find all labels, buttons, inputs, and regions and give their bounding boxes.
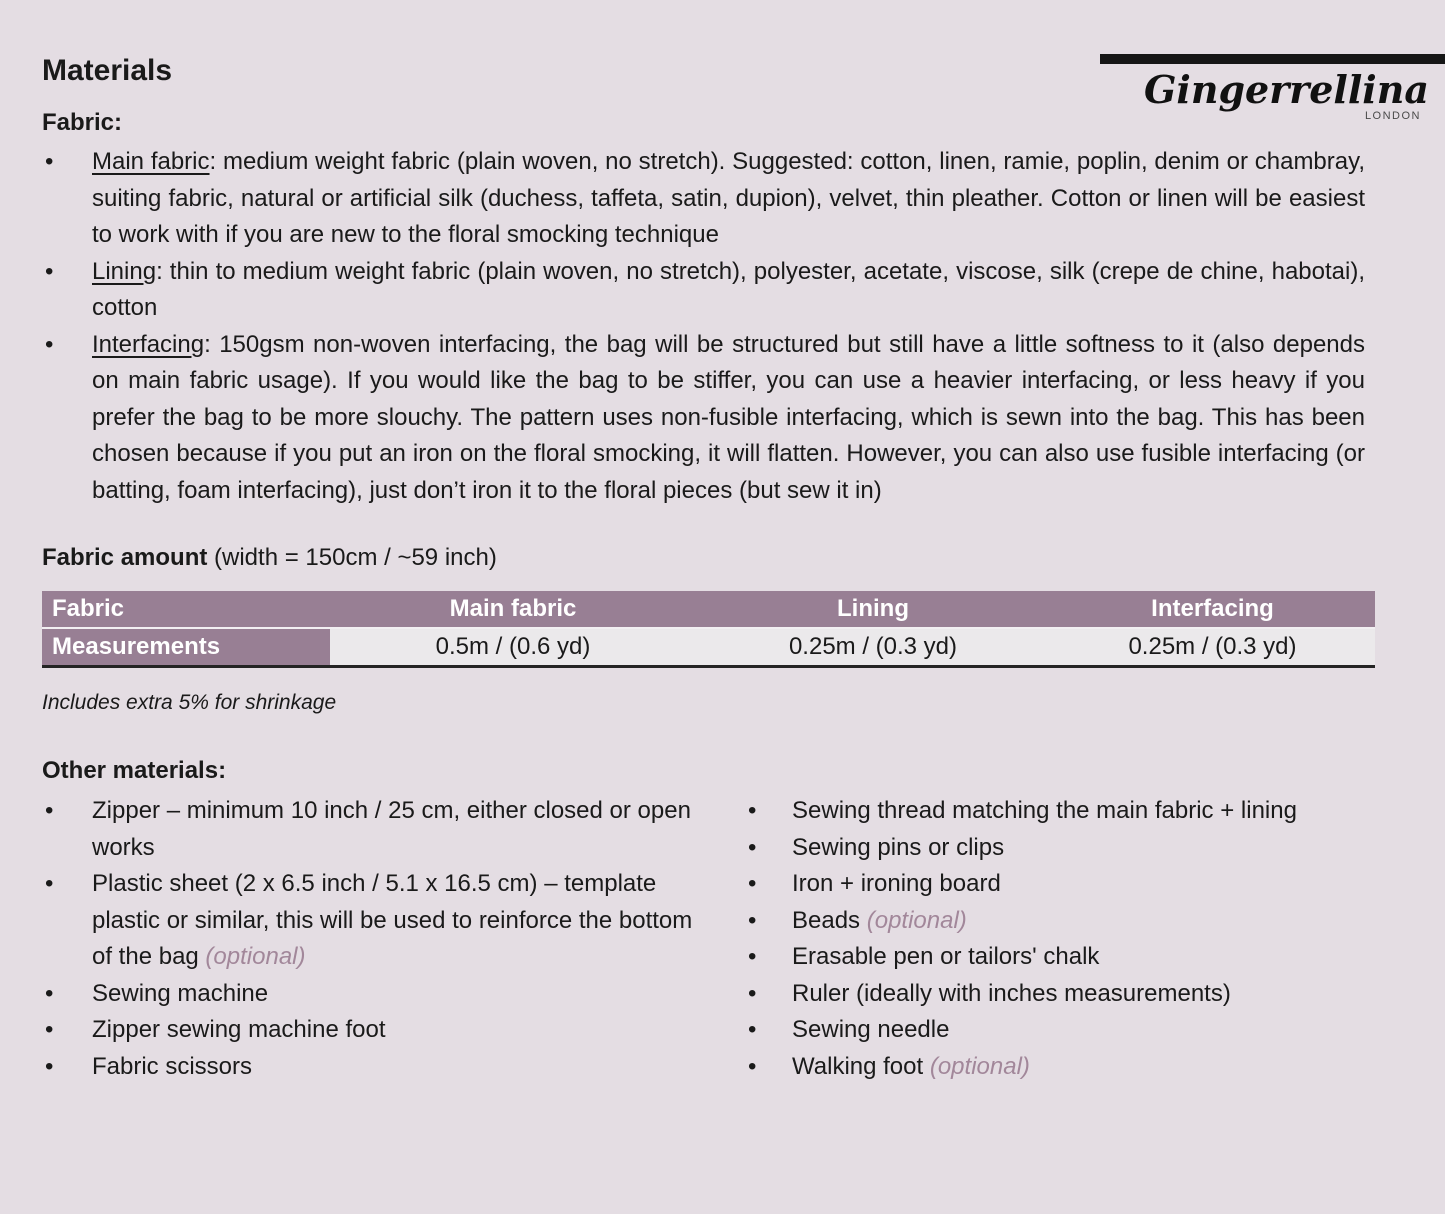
material-bullet-item	[745, 976, 1405, 1013]
bullet-icon: •	[45, 870, 54, 897]
fabric-item-text	[92, 254, 1365, 327]
bullet-icon: •	[748, 943, 757, 970]
fabric-bullet-item	[42, 254, 1365, 327]
material-bullet-item	[42, 793, 702, 866]
fabric-term: Interfacing	[92, 330, 205, 358]
other-materials-heading: Other materials:	[42, 757, 227, 784]
material-bullet-item	[42, 866, 702, 976]
bullet-icon: •	[748, 797, 757, 824]
material-description: Walking foot	[792, 1052, 924, 1080]
fabric-amount-heading	[42, 543, 1445, 573]
table-row-label: Measurements	[42, 629, 330, 665]
fabric-bullet-list	[42, 144, 1365, 509]
fabric-amount-heading-bold: Fabric amount	[42, 544, 208, 571]
material-description: Sewing machine	[92, 979, 269, 1007]
shrinkage-note: Includes extra 5% for shrinkage	[42, 691, 337, 714]
material-description: Sewing needle	[792, 1016, 950, 1043]
bullet-icon: •	[45, 330, 54, 358]
table-header-cell: Lining	[696, 591, 1050, 627]
material-description: Sewing thread matching the main fabric + lining	[792, 797, 1297, 824]
table-values	[330, 629, 1375, 665]
table-value-cell: 0.5m / (0.6 yd)	[330, 629, 696, 665]
material-description: Zipper – minimum 10 inch / 25 cm, either closed or open works	[92, 797, 691, 861]
material-item-text	[792, 976, 1405, 1013]
fabric-item-text	[92, 327, 1365, 510]
material-item-text	[92, 1012, 702, 1049]
material-item-text	[792, 793, 1405, 830]
bullet-icon: •	[45, 1016, 54, 1043]
fabric-description: : medium weight fabric (plain woven, no stretch). Suggested: cotton, linen, ramie, poplin, denim or chambray, suiting fabric, natural or artificial silk (duchess, taffeta, satin, dupion), velvet, thin pleather. Cotton or linen will be easiest to work with if you are new to the floral smocking technique	[92, 148, 1366, 248]
material-item-text	[92, 976, 702, 1013]
optional-label: (optional)	[860, 906, 967, 934]
fabric-amount-heading-detail: (width = 150cm / ~59 inch)	[207, 544, 497, 571]
table-measurements-row	[42, 629, 1375, 665]
bullet-icon: •	[45, 1052, 54, 1080]
fabric-description: : thin to medium weight fabric (plain woven, no stretch), polyester, acetate, viscose, silk (crepe de chine, habotai), cotton	[92, 257, 1365, 321]
table-header-cell: Interfacing	[1050, 591, 1375, 627]
table-value-cell: 0.25m / (0.3 yd)	[696, 629, 1050, 665]
bullet-icon: •	[748, 870, 757, 897]
bullet-icon: •	[748, 1052, 757, 1080]
bullet-icon: •	[748, 906, 757, 934]
material-bullet-item	[745, 903, 1405, 940]
table-header-row	[42, 591, 1375, 629]
material-description: Beads	[792, 906, 861, 934]
material-description: Sewing pins or clips	[792, 833, 1005, 861]
material-bullet-item	[745, 1049, 1405, 1086]
material-item-text	[92, 866, 702, 976]
fabric-bullet-item	[42, 327, 1365, 510]
brand-location: LONDON	[1364, 110, 1421, 122]
table-value-cell: 0.25m / (0.3 yd)	[1050, 629, 1375, 665]
other-materials-right-list	[745, 793, 1405, 1085]
bullet-icon: •	[45, 797, 54, 824]
fabric-amount-table	[42, 591, 1375, 668]
material-bullet-item	[745, 793, 1405, 830]
material-description: Ruler (ideally with inches measurements)	[792, 979, 1231, 1007]
material-item-text	[792, 1049, 1405, 1086]
page-content	[0, 54, 1445, 1085]
page-title: Materials	[42, 54, 173, 87]
material-item-text	[792, 866, 1405, 903]
bullet-icon: •	[45, 148, 54, 175]
other-materials-columns	[42, 793, 1445, 1085]
bullet-icon: •	[748, 833, 757, 861]
optional-label: (optional)	[198, 943, 306, 970]
fabric-section-heading: Fabric:	[42, 109, 123, 136]
material-description: Zipper sewing machine foot	[92, 1016, 386, 1043]
material-description: Erasable pen or tailors' chalk	[792, 943, 1100, 970]
material-item-text	[792, 939, 1405, 976]
bullet-icon: •	[748, 979, 757, 1007]
material-description: Plastic sheet (2 x 6.5 inch / 5.1 x 16.5 cm) – template plastic or similar, this will be used to reinforce the bottom of the bag	[92, 870, 693, 970]
material-bullet-item	[42, 976, 702, 1013]
fabric-item-text	[92, 144, 1365, 254]
material-item-text	[792, 903, 1405, 940]
material-item-text	[792, 830, 1405, 867]
material-bullet-item	[42, 1049, 702, 1086]
bullet-icon: •	[45, 257, 54, 285]
material-bullet-item	[745, 830, 1405, 867]
bullet-icon: •	[45, 979, 54, 1007]
material-bullet-item	[745, 939, 1405, 976]
table-header-cell: Fabric	[42, 591, 330, 627]
optional-label: (optional)	[923, 1052, 1030, 1080]
brand-name: Gingerrellina	[1143, 67, 1429, 112]
fabric-term: Main fabric	[92, 148, 210, 175]
material-item-text	[792, 1012, 1405, 1049]
other-materials-left-list	[42, 793, 702, 1085]
material-bullet-item	[42, 1012, 702, 1049]
material-item-text	[92, 793, 702, 866]
fabric-bullet-item	[42, 144, 1365, 254]
fabric-term: Lining	[92, 257, 157, 285]
material-bullet-item	[745, 866, 1405, 903]
brand-logo	[1144, 68, 1429, 122]
material-description: Fabric scissors	[92, 1052, 253, 1080]
bullet-icon: •	[748, 1016, 757, 1043]
material-description: Iron + ironing board	[792, 870, 1001, 897]
material-item-text	[92, 1049, 702, 1086]
fabric-description: : 150gsm non-woven interfacing, the bag will be structured but still have a little softness to it (also depends on main fabric usage). If you would like the bag to be stiffer, you can use a heavier interfacing, or less heavy if you prefer the bag to be more slouchy. The pattern uses non-fusible interfacing, which is sewn into the bag. This has been chosen because if you put an iron on the floral smocking, it will flatten. However, you can also use fusible interfacing (or batting, foam interfacing), just don’t iron it to the floral pieces (but sew it in)	[92, 330, 1365, 504]
material-bullet-item	[745, 1012, 1405, 1049]
table-header-cell: Main fabric	[330, 591, 696, 627]
top-accent-bar	[1100, 54, 1445, 64]
